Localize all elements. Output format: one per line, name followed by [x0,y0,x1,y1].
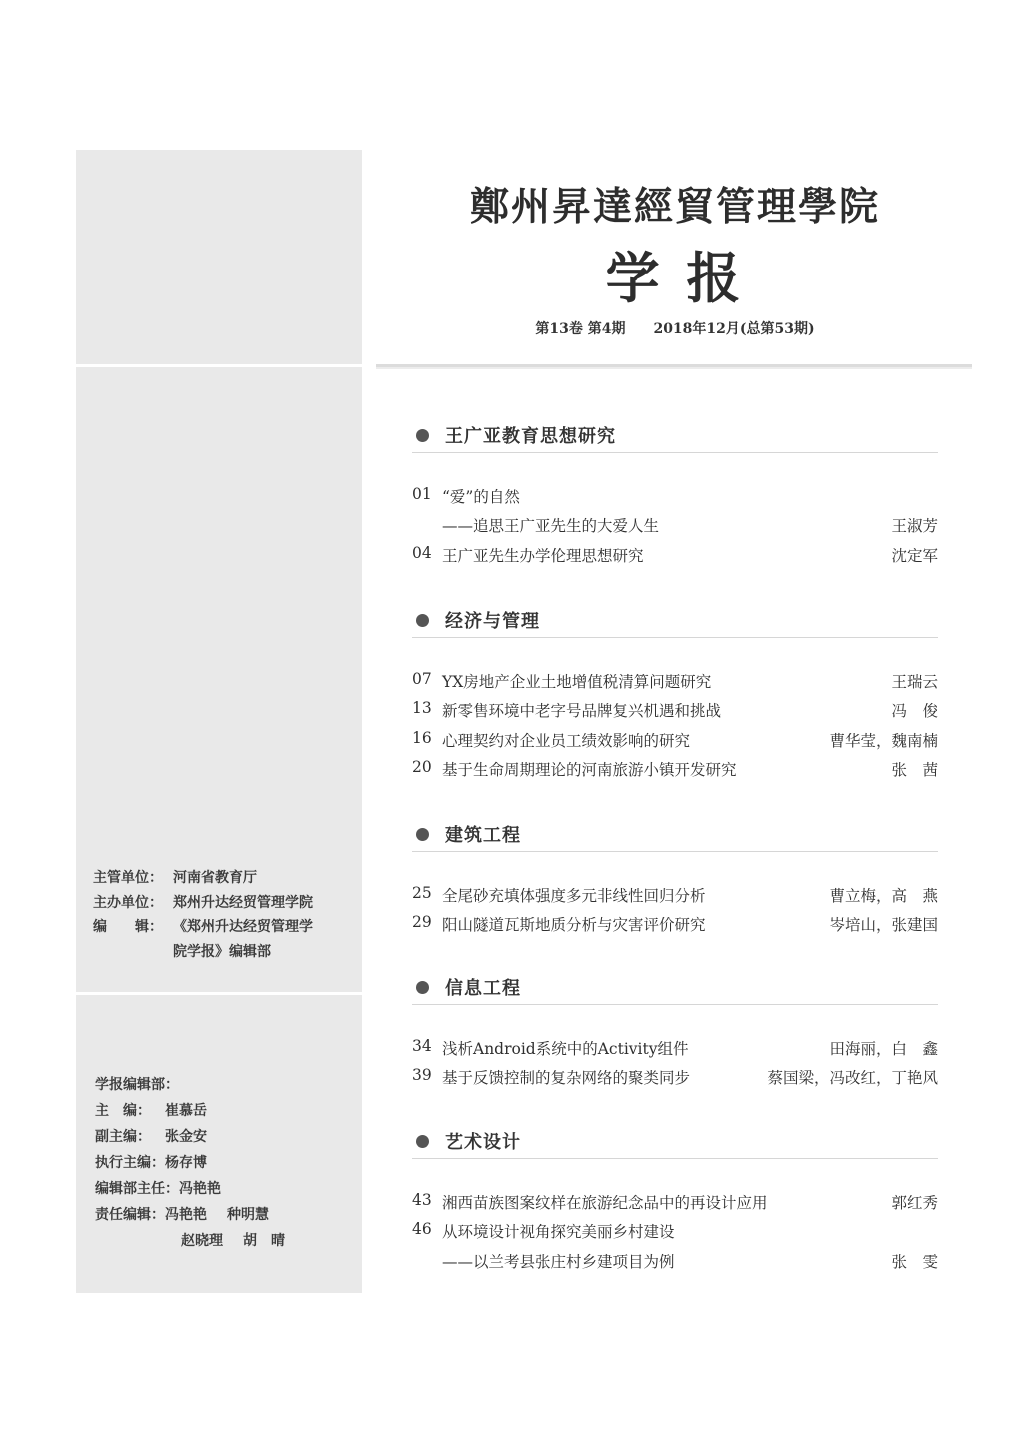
editor-row [95,1202,355,1228]
editor-row [95,1124,355,1150]
editor-row [95,1228,355,1254]
section-title: 信息工程 [445,978,521,999]
toc-section [412,605,938,784]
section-header [412,1126,938,1159]
bullet-icon [416,1135,429,1148]
toc-entry[interactable] [412,1187,938,1217]
article-author: 岑培山，张建国 [829,916,938,935]
toc-entry[interactable] [412,511,938,541]
article-author: 蔡国梁，冯改红，丁艳风 [767,1069,938,1088]
issue-info [445,318,905,338]
toc-entry[interactable] [412,1033,938,1063]
editor-role: 执行主编： [95,1155,165,1171]
info-value-continued: 院学报》编辑部 [173,943,271,960]
page-number: 07 [412,669,432,688]
sidebar-top-panel [76,150,362,364]
info-label: 编 辑： [93,919,163,935]
editor-role: 责任编辑： [95,1207,165,1223]
page-number: 43 [412,1190,432,1209]
article-title: 阳山隧道瓦斯地质分析与灾害评价研究 [442,916,706,935]
toc-entry[interactable] [412,1217,938,1247]
article-author: 曹立梅，高 燕 [829,886,938,905]
toc-list [412,1187,938,1276]
article-title: 心理契约对企业员工绩效影响的研究 [442,731,691,750]
toc-entry[interactable] [412,1246,938,1276]
page-number: 34 [412,1036,432,1055]
article-title: 从环境设计视角探究美丽乡村建设 [442,1223,675,1242]
toc-entry[interactable] [412,696,938,726]
toc-list [412,1033,938,1092]
section-header [412,972,938,1005]
toc-entry[interactable] [412,540,938,570]
article-author: 王瑞云 [891,672,938,691]
article-subtitle: ——追思王广亚先生的大爱人生 [442,517,660,536]
article-author: 张 雯 [891,1252,938,1271]
editor-name: 赵晓理 [181,1233,223,1249]
editor-name: 冯艳艳 [165,1207,207,1223]
article-title: “爱”的自然 [442,487,520,506]
editor-row [95,1176,355,1202]
editor-row [95,1098,355,1124]
section-header [412,819,938,852]
page-number: 39 [412,1066,432,1085]
article-author: 张 茜 [891,761,938,780]
toc-entry[interactable] [412,481,938,511]
toc-entry[interactable] [412,1063,938,1093]
bullet-icon [416,429,429,442]
journal-name: 鄭州昇達經貿管理學院 [469,184,880,230]
toc-section [412,972,938,1092]
publisher-info [93,866,353,964]
article-author: 曹华莹，魏南楠 [829,731,938,750]
editor-name: 杨存博 [165,1155,207,1171]
article-author: 沈定军 [891,546,938,565]
info-row [93,891,353,916]
toc-entry[interactable] [412,666,938,696]
article-title: 浅析Android系统中的Activity组件 [442,1039,689,1058]
editor-name: 种明慧 [227,1207,269,1223]
toc-section [412,819,938,939]
toc-section [412,420,938,570]
page-number: 13 [412,699,432,718]
bullet-icon [416,614,429,627]
editor-role: 主 编： [95,1103,151,1119]
page-number: 04 [412,543,432,562]
editor-role: 编辑部主任： [95,1181,179,1197]
info-row [93,915,353,940]
page-number: 25 [412,883,432,902]
info-value: 河南省教育厅 [173,870,257,886]
article-title: 新零售环境中老字号品牌复兴机遇和挑战 [442,702,722,721]
info-label: 主管单位： [93,870,163,886]
section-title: 经济与管理 [445,611,540,632]
info-value: 《郑州升达经贸管理学 [173,919,313,935]
article-title: 基于反馈控制的复杂网络的聚类同步 [442,1069,691,1088]
article-title: YX房地产企业土地增值税清算问题研究 [442,672,712,691]
toc-entry[interactable] [412,880,938,910]
article-title: 全尾砂充填体强度多元非线性回归分析 [442,886,706,905]
bullet-icon [416,981,429,994]
info-value: 郑州升达经贸管理学院 [173,894,313,911]
section-header [412,605,938,638]
toc-list [412,481,938,570]
article-title: 湘西苗族图案纹样在旅游纪念品中的再设计应用 [442,1193,768,1212]
toc-entry[interactable] [412,725,938,755]
toc-section [412,1126,938,1276]
article-author: 王淑芳 [891,517,938,536]
journal-subtitle: 学 报 [605,246,745,310]
page-number: 16 [412,728,432,747]
page-number: 46 [412,1220,432,1239]
editorial-title: 学报编辑部： [95,1077,179,1093]
section-header [412,420,938,453]
article-author: 田海丽，白 鑫 [829,1039,938,1058]
editor-role: 副主编： [95,1129,151,1145]
article-subtitle: ——以兰考县张庄村乡建项目为例 [442,1252,675,1271]
article-author: 冯 俊 [891,702,938,721]
header-divider [376,364,972,369]
editorial-board [95,1072,355,1254]
toc-entry[interactable] [412,755,938,785]
section-title: 建筑工程 [445,825,521,846]
toc-list [412,666,938,784]
info-row [93,866,353,891]
article-title: 王广亚先生办学伦理思想研究 [442,546,644,565]
editor-name: 张金安 [165,1129,207,1145]
article-title: 基于生命周期理论的河南旅游小镇开发研究 [442,761,737,780]
page-number: 01 [412,484,432,503]
article-author: 郭红秀 [891,1193,938,1212]
bullet-icon [416,828,429,841]
editor-name: 胡 晴 [243,1233,285,1249]
section-title: 艺术设计 [445,1132,521,1153]
page-number: 20 [412,758,432,777]
editor-name: 崔慕岳 [165,1103,207,1119]
info-label: 主办单位： [93,894,163,911]
toc-list [412,880,938,939]
volume-label: 第13卷 第4期 [535,321,626,337]
issue-date: 2018年12月(总第53期) [653,321,815,337]
editor-name: 冯艳艳 [179,1181,221,1197]
toc-entry[interactable] [412,910,938,940]
editor-row [95,1150,355,1176]
page-number: 29 [412,913,432,932]
section-title: 王广亚教育思想研究 [445,426,616,447]
